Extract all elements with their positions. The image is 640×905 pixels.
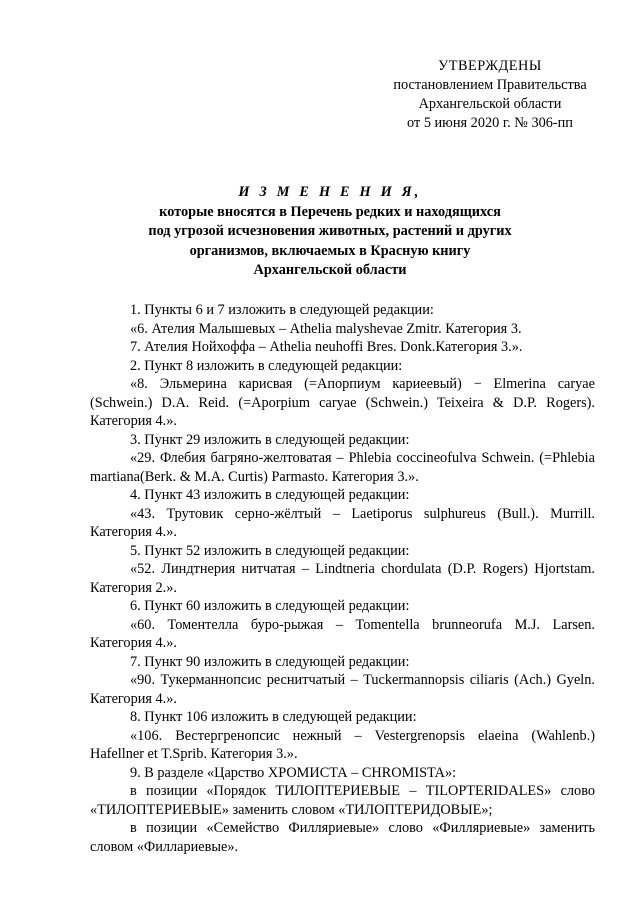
paragraph: 5. Пункт 52 изложить в следующей редакции: [130,542,410,559]
approval-line-3: от 5 июня 2020 г. № 306-пп [407,115,573,131]
paragraph: «29. Флебия багряно-желтоватая – Phlebia coccineofulva Schwein. (=Phlebia martiana(Berk. & M.A. Curtis) Parmasto. Категория 3.». [90,450,595,485]
paragraph: 9. В разделе «Царство ХРОМИСТА – CHROMISTA»: [130,764,457,781]
paragraph: «6. Ателия Малышевых – Athelia malyshevae Zmitr. Категория 3. [130,320,522,337]
paragraph: 7. Пункт 90 изложить в следующей редакции: [130,653,410,670]
paragraph: 8. Пункт 106 изложить в следующей редакции: [130,709,417,725]
approval-title: УТВЕРЖДЕНЫ [438,58,542,74]
paragraph: 4. Пункт 43 изложить в следующей редакции: [130,487,410,503]
approval-stamp [380,57,600,133]
paragraph: «8. Эльмерина карисвая (=Апорпиум кариеевый) − Elmerina caryae (Schwein.) D.A. Reid. (=Aporpium caryae (Schwein.) Teixeira & D.P. Rogers). Категория 4.». [90,376,595,429]
paragraph: 6. Пункт 60 изложить в следующей редакции: [130,598,410,614]
document-heading [90,183,570,281]
paragraph: в позиции «Порядок ТИЛОПТЕРИЕВЫЕ – TILOPTERIDALES» слово «ТИЛОПТЕРИЕВЫЕ» заменить словом «ТИЛОПТЕРИДОВЫЕ»; [90,783,595,818]
paragraph: «52. Линдтнерия нитчатая – Lindtneria chordulata (D.P. Rogers) Hjortstam. Категория 2.». [90,561,595,596]
heading-line-2: под угрозой исчезновения животных, растений и других [148,223,512,239]
paragraph: 7. Ателия Нойхоффа – Athelia neuhoffi Bres. Donk.Категория 3.». [130,339,523,355]
paragraph: в позиции «Семейство Филляриевые» слово «Филляриевые» заменить словом «Филлариевые». [90,820,595,855]
paragraph: «60. Томентелла буро-рыжая – Tomentella brunneorufa M.J. Larsen. Категория 4.». [90,616,595,651]
paragraph: 3. Пункт 29 изложить в следующей редакции: [130,431,410,448]
paragraph: «90. Тукерманнопсис реснитчатый – Tuckermannopsis ciliaris (Ach.) Gyeln. Категория 4.». [90,672,595,707]
heading-line-3: организмов, включаемых в Красную книгу [189,242,471,259]
heading-line-4: Архангельской области [253,262,407,278]
heading-title: И З М Е Н Е Н И Я, [238,184,422,200]
paragraph: 1. Пункты 6 и 7 изложить в следующей редакции: [130,302,434,318]
paragraph: 2. Пункт 8 изложить в следующей редакции: [130,357,403,374]
paragraph: «43. Трутовик серно-жёлтый – Laetiporus sulphureus (Bull.). Murrill. Категория 4.». [90,505,595,540]
paragraph: «106. Вестергренопсис нежный – Vestergrenopsis elaeina (Wahlenb.) Hafellner et T.Sprib. Категория 3.». [90,727,595,762]
approval-line-2: Архангельской области [418,96,562,112]
document-body [90,301,595,856]
heading-line-1: которые вносятся в Перечень редких и находящихся [159,203,501,220]
approval-line-1: постановлением Правительства [393,77,587,93]
